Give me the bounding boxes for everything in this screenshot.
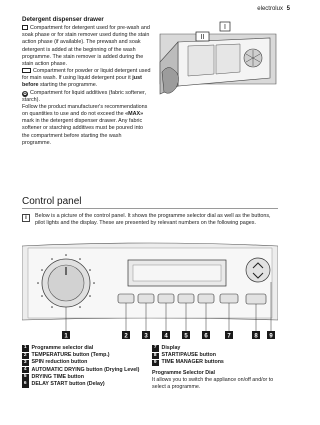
callout-2: 2	[124, 333, 128, 340]
legend-left	[22, 345, 150, 388]
para4-text-a: Follow the product manufacturer's recommendations on quantities to use and do not exceed the	[22, 103, 148, 118]
legend-number: 6	[23, 381, 27, 387]
legend-number: 8	[153, 352, 157, 358]
control-panel-title: Control panel	[22, 196, 82, 207]
legend-label: Display	[161, 345, 181, 351]
page-header	[257, 6, 290, 12]
flower-icon: ✿	[23, 90, 27, 96]
legend-number: 7	[153, 345, 157, 351]
detergent-drawer-illustration	[158, 14, 278, 102]
callout-3: 3	[144, 333, 148, 340]
callout-8: 8	[254, 333, 258, 340]
legend-item	[22, 359, 150, 366]
para2-text-c: starting the programme.	[38, 82, 98, 89]
legend-item	[22, 381, 150, 388]
callout-5: 5	[184, 333, 188, 340]
legend-number: 2	[23, 352, 27, 358]
compartment-ii-icon	[22, 68, 31, 73]
legend-number: 5	[23, 374, 27, 380]
legend-label: TIME MANAGER buttons	[161, 359, 224, 366]
detergent-para-prewash	[22, 25, 152, 68]
selector-dial-heading: Programme Selector Dial	[152, 369, 215, 376]
legend-label: Programme selector dial	[31, 345, 94, 351]
info-icon: i	[22, 214, 30, 222]
drawer-label-ii: II	[200, 34, 205, 41]
detergent-para-max	[22, 104, 152, 147]
selector-dial-text: It allows you to switch the appliance on/off and/or to select a programme.	[152, 376, 274, 391]
legend-label: SPIN reduction button	[31, 359, 88, 366]
legend-item	[152, 359, 278, 366]
legend-right	[152, 345, 278, 391]
page-number: 5	[286, 6, 290, 12]
callout-7: 7	[227, 333, 231, 340]
brand-name: electrolux	[257, 6, 283, 12]
legend-number: 3	[23, 359, 27, 365]
legend-label: AUTOMATIC DRYING button (Drying Level)	[31, 366, 140, 373]
info-note	[22, 213, 278, 227]
legend-item	[22, 374, 150, 381]
legend-label: DELAY START button (Delay)	[31, 381, 105, 388]
callout-1: 1	[64, 333, 68, 340]
legend-item	[152, 345, 278, 352]
callout-9: 9	[269, 333, 273, 340]
legend-label: START/PAUSE button	[161, 352, 217, 359]
para4-text-c: mark in the detergent dispenser drawer. Any fabric softener or starching additives must be poured into the compartment before starting the wash programme.	[22, 118, 144, 146]
detergent-para-softener	[22, 90, 152, 104]
detergent-heading: Detergent dispenser drawer	[22, 16, 104, 23]
para1-text: Compartment for detergent used for pre-wash and soak phase or for stain remover used during the stain action phase (if available). The prewash and soak detergent is added at the beginning of the wash programme. The stain remover is added during the stain action phase.	[22, 25, 150, 67]
legend-number: 4	[23, 366, 27, 372]
section-divider	[22, 208, 278, 209]
legend-number: 1	[23, 345, 27, 351]
legend-item	[22, 367, 150, 374]
compartment-i-icon	[22, 25, 28, 30]
legend-item	[22, 345, 150, 352]
legend-label: DRYING TIME button	[31, 373, 84, 380]
callout-4: 4	[164, 333, 168, 340]
legend-number: 9	[153, 359, 157, 365]
legend-item	[152, 352, 278, 359]
legend-label: TEMPERATURE button (Temp.)	[31, 352, 110, 359]
info-text: Below is a picture of the control panel. It shows the programme selector dial as well as the buttons, pilot lights and the display. These are presented by relevant numbers on the following pages.	[35, 213, 271, 226]
para3-text: Compartment for liquid additives (fabric softener, starch).	[22, 89, 146, 103]
detergent-para-mainwash	[22, 68, 152, 89]
legend-item	[22, 352, 150, 359]
callout-6: 6	[204, 333, 208, 340]
drawer-label-i: I	[224, 24, 226, 31]
para2-text-a: Compartment for powder or liquid detergent used for main wash. If using liquid detergent pour it	[22, 68, 151, 82]
para2-bold: just before	[22, 75, 142, 89]
control-panel-illustration	[22, 240, 278, 340]
max-mark: «MAX»	[125, 111, 144, 118]
detergent-section	[22, 16, 152, 147]
